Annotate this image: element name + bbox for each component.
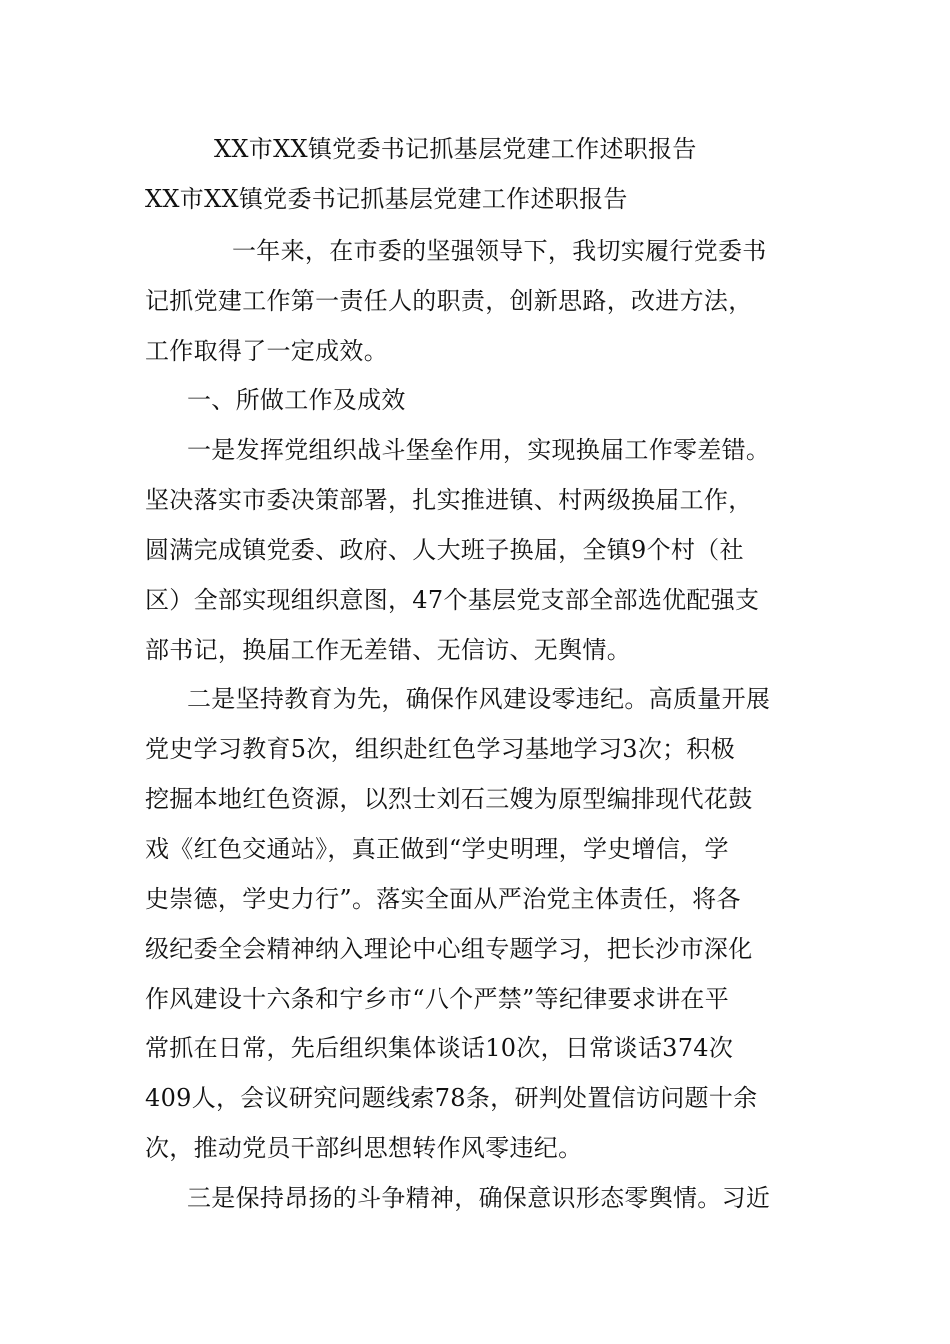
paragraph-line: 挖掘本地红色资源，以烈士刘石三嫂为原型编排现代花鼓	[145, 785, 753, 813]
intro-line: 记抓党建工作第一责任人的职责，创新思路，改进方法，	[145, 287, 753, 315]
section-heading: 一、所做工作及成效	[187, 386, 406, 414]
paragraph-line: 党史学习教育5次，组织赴红色学习基地学习3次；积极	[145, 735, 736, 763]
paragraph-line: 圆满完成镇党委、政府、人大班子换届，全镇9个村（社	[145, 536, 744, 564]
intro-line: 工作取得了一定成效。	[145, 337, 388, 365]
paragraph-line: 409人，会议研究问题线索78条，研判处置信访问题十余	[145, 1084, 758, 1112]
paragraph-line: 作风建设十六条和宁乡市“八个严禁”等纪律要求讲在平	[145, 985, 730, 1013]
document-title-centered: XX市XX镇党委书记抓基层党建工作述职报告	[214, 135, 697, 163]
document-title: XX市XX镇党委书记抓基层党建工作述职报告	[145, 185, 628, 213]
paragraph-line: 坚决落实市委决策部署，扎实推进镇、村两级换届工作，	[145, 486, 753, 514]
paragraph-line: 常抓在日常，先后组织集体谈话10次，日常谈话374次	[145, 1034, 734, 1062]
paragraph-line: 戏《红色交通站》，真正做到“学史明理，学史增信，学	[145, 835, 729, 863]
paragraph-line: 三是保持昂扬的斗争精神，确保意识形态零舆情。习近	[187, 1184, 771, 1212]
paragraph-line: 一是发挥党组织战斗堡垒作用，实现换届工作零差错。	[187, 436, 771, 464]
paragraph-line: 部书记，换届工作无差错、无信访、无舆情。	[145, 636, 631, 664]
intro-line: 一年来，在市委的坚强领导下，我切实履行党委书	[232, 237, 767, 265]
paragraph-line: 二是坚持教育为先，确保作风建设零违纪。高质量开展	[187, 685, 771, 713]
paragraph-line: 级纪委全会精神纳入理论中心组专题学习，把长沙市深化	[145, 935, 753, 963]
paragraph-line: 区）全部实现组织意图，47个基层党支部全部选优配强支	[145, 586, 760, 614]
paragraph-line: 次，推动党员干部纠思想转作风零违纪。	[145, 1134, 583, 1162]
paragraph-line: 史崇德，学史力行”。落实全面从严治党主体责任，将各	[145, 885, 741, 913]
